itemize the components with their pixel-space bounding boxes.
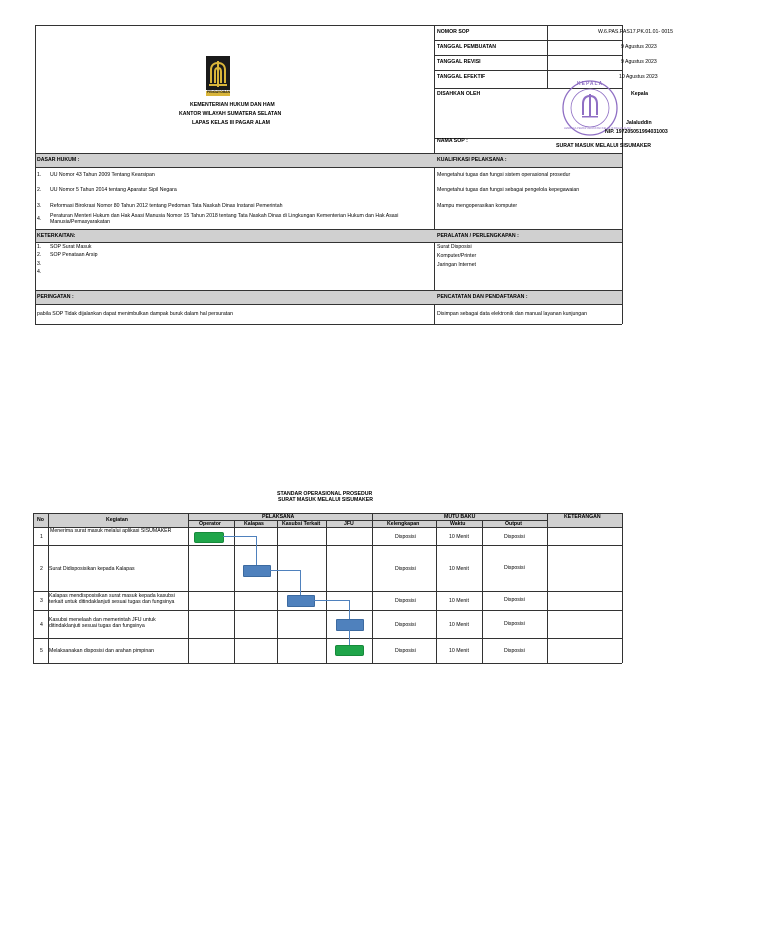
org-line-2: KANTOR WILAYAH SUMATERA SELATAN (179, 111, 282, 117)
col-kegiatan: Kegiatan (106, 517, 128, 523)
row-no: 1 (40, 534, 43, 540)
field-value-tanggal-pembuatan: 9 Agustus 2023 (621, 44, 657, 50)
col-no: No (37, 517, 44, 523)
row-output: Disposisi (504, 621, 525, 627)
logo-caption: PENGAYOMAN (207, 89, 230, 94)
col-pelaksana: PELAKSANA (262, 514, 295, 520)
list-item: Mengetahui tugas dan fungsi sistem operasional prosedur (437, 172, 571, 178)
flow-process-jfu (336, 619, 364, 631)
flow-title-2: SURAT MASUK MELALUI SISUMAKER (278, 497, 374, 503)
row-kegiatan: Kalapas mendisposisikan surat masuk kepada kasubsi (49, 593, 175, 599)
list-item-number: 2. (37, 252, 42, 258)
list-item: Reformasi Birokrasi Nomor 80 Tahun 2012 tentang Pedoman Tata Naskah Dinas Instansi Pemerintah (50, 203, 283, 209)
row-waktu: 10 Menit (449, 534, 469, 540)
row-kegiatan: Surat Didisposisikan kepada Kalapas (49, 566, 135, 572)
row-kegiatan: Kasubsi menelaah dan memerintah JFU untuk (49, 617, 156, 623)
row-kelengkapan: Disposisi (395, 622, 416, 628)
col-kelengkapan: Kelengkapan (387, 521, 420, 527)
list-item-number: 3. (37, 203, 42, 209)
col-actor-operator: Operator (199, 521, 221, 527)
row-kelengkapan: Disposisi (395, 566, 416, 572)
peringatan-text: pabila SOP Tidak dijalankan dapat menimbulkan dampak buruk dalam hal persuratan (37, 311, 233, 317)
kualifikasi-title: KUALIFIKASI PELAKSANA : (437, 157, 507, 163)
keterkaitan-title: KETERKAITAN: (37, 233, 76, 239)
row-kegiatan: Melaksanakan disposisi dan arahan pimpinan (49, 648, 154, 654)
field-label-tanggal-revisi: TANGGAL REVISI (437, 59, 481, 65)
flow-connector (349, 630, 350, 645)
list-item-number: 1. (37, 172, 42, 178)
disahkan-label: DISAHKAN OLEH (437, 91, 481, 97)
list-item: UU Nomor 5 Tahun 2014 tentang Aparatur Sipil Negara (50, 187, 177, 193)
flow-start-terminator (194, 532, 224, 543)
list-item-number: 2. (37, 187, 42, 193)
col-mutu-baku: MUTU BAKU (444, 514, 476, 520)
list-item-number: 1. (37, 244, 42, 250)
pengayoman-logo (206, 56, 230, 98)
row-no: 3 (40, 598, 43, 604)
list-item-continuation: Manusia/Pemasyarakatan (50, 219, 110, 225)
list-item: Komputer/Printer (437, 253, 477, 259)
list-item: SOP Penataan Arsip (50, 252, 98, 258)
row-kegiatan-continuation: terkait untuk ditindaklanjuti sesuai tugas dan fungsinya (49, 599, 175, 605)
list-item: Mengetahui tugas dan fungsi sebagai pengelola kepegawaian (437, 187, 580, 193)
col-actor-kasubsi: Kasubsi Terkait (282, 521, 321, 527)
row-output: Disposisi (504, 648, 525, 654)
field-label-tanggal-pembuatan: TANGGAL PEMBUATAN (437, 44, 496, 50)
nama-sop-label: NAMA SOP : (437, 138, 468, 144)
list-item-number: 4. (37, 269, 42, 275)
flow-connector (270, 570, 301, 595)
approver-nip: NIP. 197205051994031003 (605, 129, 668, 135)
row-waktu: 10 Menit (449, 566, 469, 572)
row-kelengkapan: Disposisi (395, 598, 416, 604)
approver-name: Jalaluddin (626, 120, 652, 126)
row-kegiatan: Menerima surat masuk melalui aplikasi SISUMAKER (50, 528, 172, 534)
list-item: Jaringan Internet (437, 262, 476, 268)
flow-connector (223, 536, 257, 565)
col-waktu: Waktu (450, 521, 466, 527)
row-output: Disposisi (504, 565, 525, 571)
stamp-top-text: KEPALA (577, 81, 604, 87)
field-value-nomor-sop: W.6.PAS.PAS17.PK.01.01- 0015 (598, 29, 674, 35)
col-output: Output (505, 521, 522, 527)
row-output: Disposisi (504, 534, 525, 540)
row-waktu: 10 Menit (449, 648, 469, 654)
list-item-number: 4. (37, 216, 42, 222)
list-item-number: 3. (37, 261, 42, 267)
field-value-tanggal-efektif: 10 Agustus 2023 (619, 74, 658, 80)
stamp-ring-text: LEMBAGA PEMASYARAKATAN KELAS III PAGAR ALAM (564, 127, 631, 130)
field-value-tanggal-revisi: 9 Agustus 2023 (621, 59, 657, 65)
flow-process-kasubsi (287, 595, 315, 607)
col-keterangan: KETERANGAN (564, 514, 601, 520)
list-item: UU Nomor 43 Tahun 2009 Tentang Kearsipan (50, 172, 155, 178)
list-item: Peraturan Menteri Hukum dan Hak Asasi Manusia Nomor 15 Tahun 2018 tentang Tata Naskah Dinas di Lingkungan Kementerian Hukum dan Hak Asasi (50, 213, 399, 219)
list-item: Mampu mengoperasikan komputer (437, 203, 518, 209)
flow-title-1: STANDAR OPERASIONAL PROSEDUR (277, 491, 373, 497)
list-item: SOP Surat Masuk (50, 244, 92, 250)
peralatan-title: PERALATAN / PERLENGKAPAN : (437, 233, 519, 239)
row-waktu: 10 Menit (449, 622, 469, 628)
col-actor-jfu: JFU (344, 521, 354, 527)
list-item: Surat Disposisi (437, 244, 472, 250)
row-waktu: 10 Menit (449, 598, 469, 604)
flow-end-terminator (335, 645, 364, 656)
org-line-1: KEMENTERIAN HUKUM DAN HAM (190, 102, 275, 108)
col-actor-kalapas: Kalapas (244, 521, 264, 527)
dasar-hukum-title: DASAR HUKUM : (37, 157, 80, 163)
approver-title: Kepala (631, 91, 649, 97)
field-label-tanggal-efektif: TANGGAL EFEKTIF (437, 74, 486, 80)
pencatatan-text: Disimpan sebagai data elektronik dan manual layanan kunjungan (437, 311, 587, 317)
row-no: 2 (40, 566, 43, 572)
peringatan-title: PERINGATAN : (37, 294, 74, 300)
field-label-nomor-sop: NOMOR SOP (437, 29, 470, 35)
row-kegiatan-continuation: ditindaklanjuti sesuai tugas dan fungsinya (49, 623, 145, 629)
row-no: 4 (40, 622, 43, 628)
pencatatan-title: PENCATATAN DAN PENDAFTARAN : (437, 294, 528, 300)
flow-process-kalapas (243, 565, 271, 577)
row-kelengkapan: Disposisi (395, 534, 416, 540)
org-line-3: LAPAS KELAS III PAGAR ALAM (192, 120, 271, 126)
row-output: Disposisi (504, 597, 525, 603)
row-no: 5 (40, 648, 43, 654)
flow-connector (314, 600, 350, 619)
row-kelengkapan: Disposisi (395, 648, 416, 654)
nama-sop-value: SURAT MASUK MELALUI SISUMAKER (556, 143, 652, 149)
